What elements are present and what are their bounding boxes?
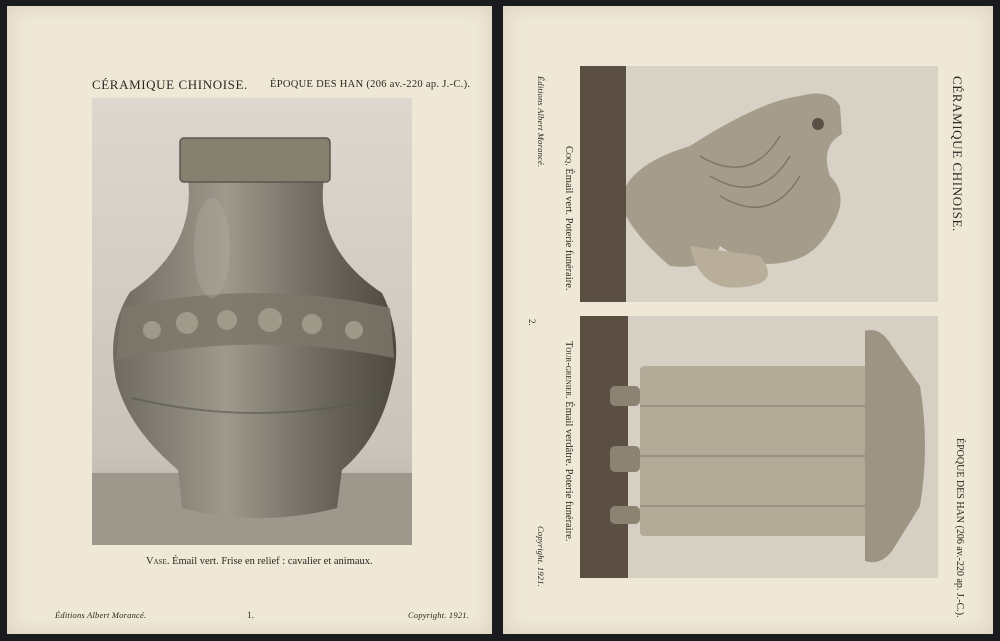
right-publisher: Éditions Albert Morancé.: [536, 76, 546, 168]
right-header-title: CÉRAMIQUE CHINOISE.: [950, 76, 965, 232]
vase-caption-title: Vase: [146, 556, 167, 567]
left-page: [7, 6, 492, 634]
tour-grenier-caption: [563, 341, 574, 542]
coq-caption-title: Coq: [563, 146, 574, 164]
right-header-period: ÉPOQUE DES HAN (206 av.-220 ap. J.-C.).: [954, 438, 965, 618]
right-page: [503, 6, 993, 634]
left-footer-copyright: Copyright. 1921.: [408, 610, 470, 620]
vase-caption-text: . Émail vert. Frise en relief : cavalier et animaux.: [166, 556, 373, 567]
tour-grenier-caption-title: Tour-grenier: [563, 341, 574, 397]
coq-caption: [563, 146, 574, 291]
right-page-number: 2.: [527, 319, 537, 326]
vase-caption: [146, 556, 373, 567]
vase-photo: [92, 98, 412, 545]
tour-grenier-plate: [580, 316, 938, 578]
left-footer-publisher: Éditions Albert Morancé.: [55, 610, 147, 620]
right-copyright: Copyright. 1921.: [536, 526, 546, 588]
coq-caption-text: . Émail vert. Poterie funéraire.: [563, 163, 574, 291]
vase-plate: [92, 98, 412, 545]
tour-grenier-caption-text: . Émail verdâtre. Poterie funéraire.: [563, 396, 574, 542]
left-header-title: CÉRAMIQUE CHINOISE.: [92, 77, 248, 92]
left-page-number: 1.: [247, 610, 255, 620]
coq-photo: [580, 66, 938, 302]
granary-body: [640, 366, 870, 536]
coq-plate: [580, 66, 938, 302]
tour-grenier-photo: [580, 316, 938, 578]
left-header-period: ÉPOQUE DES HAN (206 av.-220 ap. J.-C.).: [270, 79, 471, 90]
